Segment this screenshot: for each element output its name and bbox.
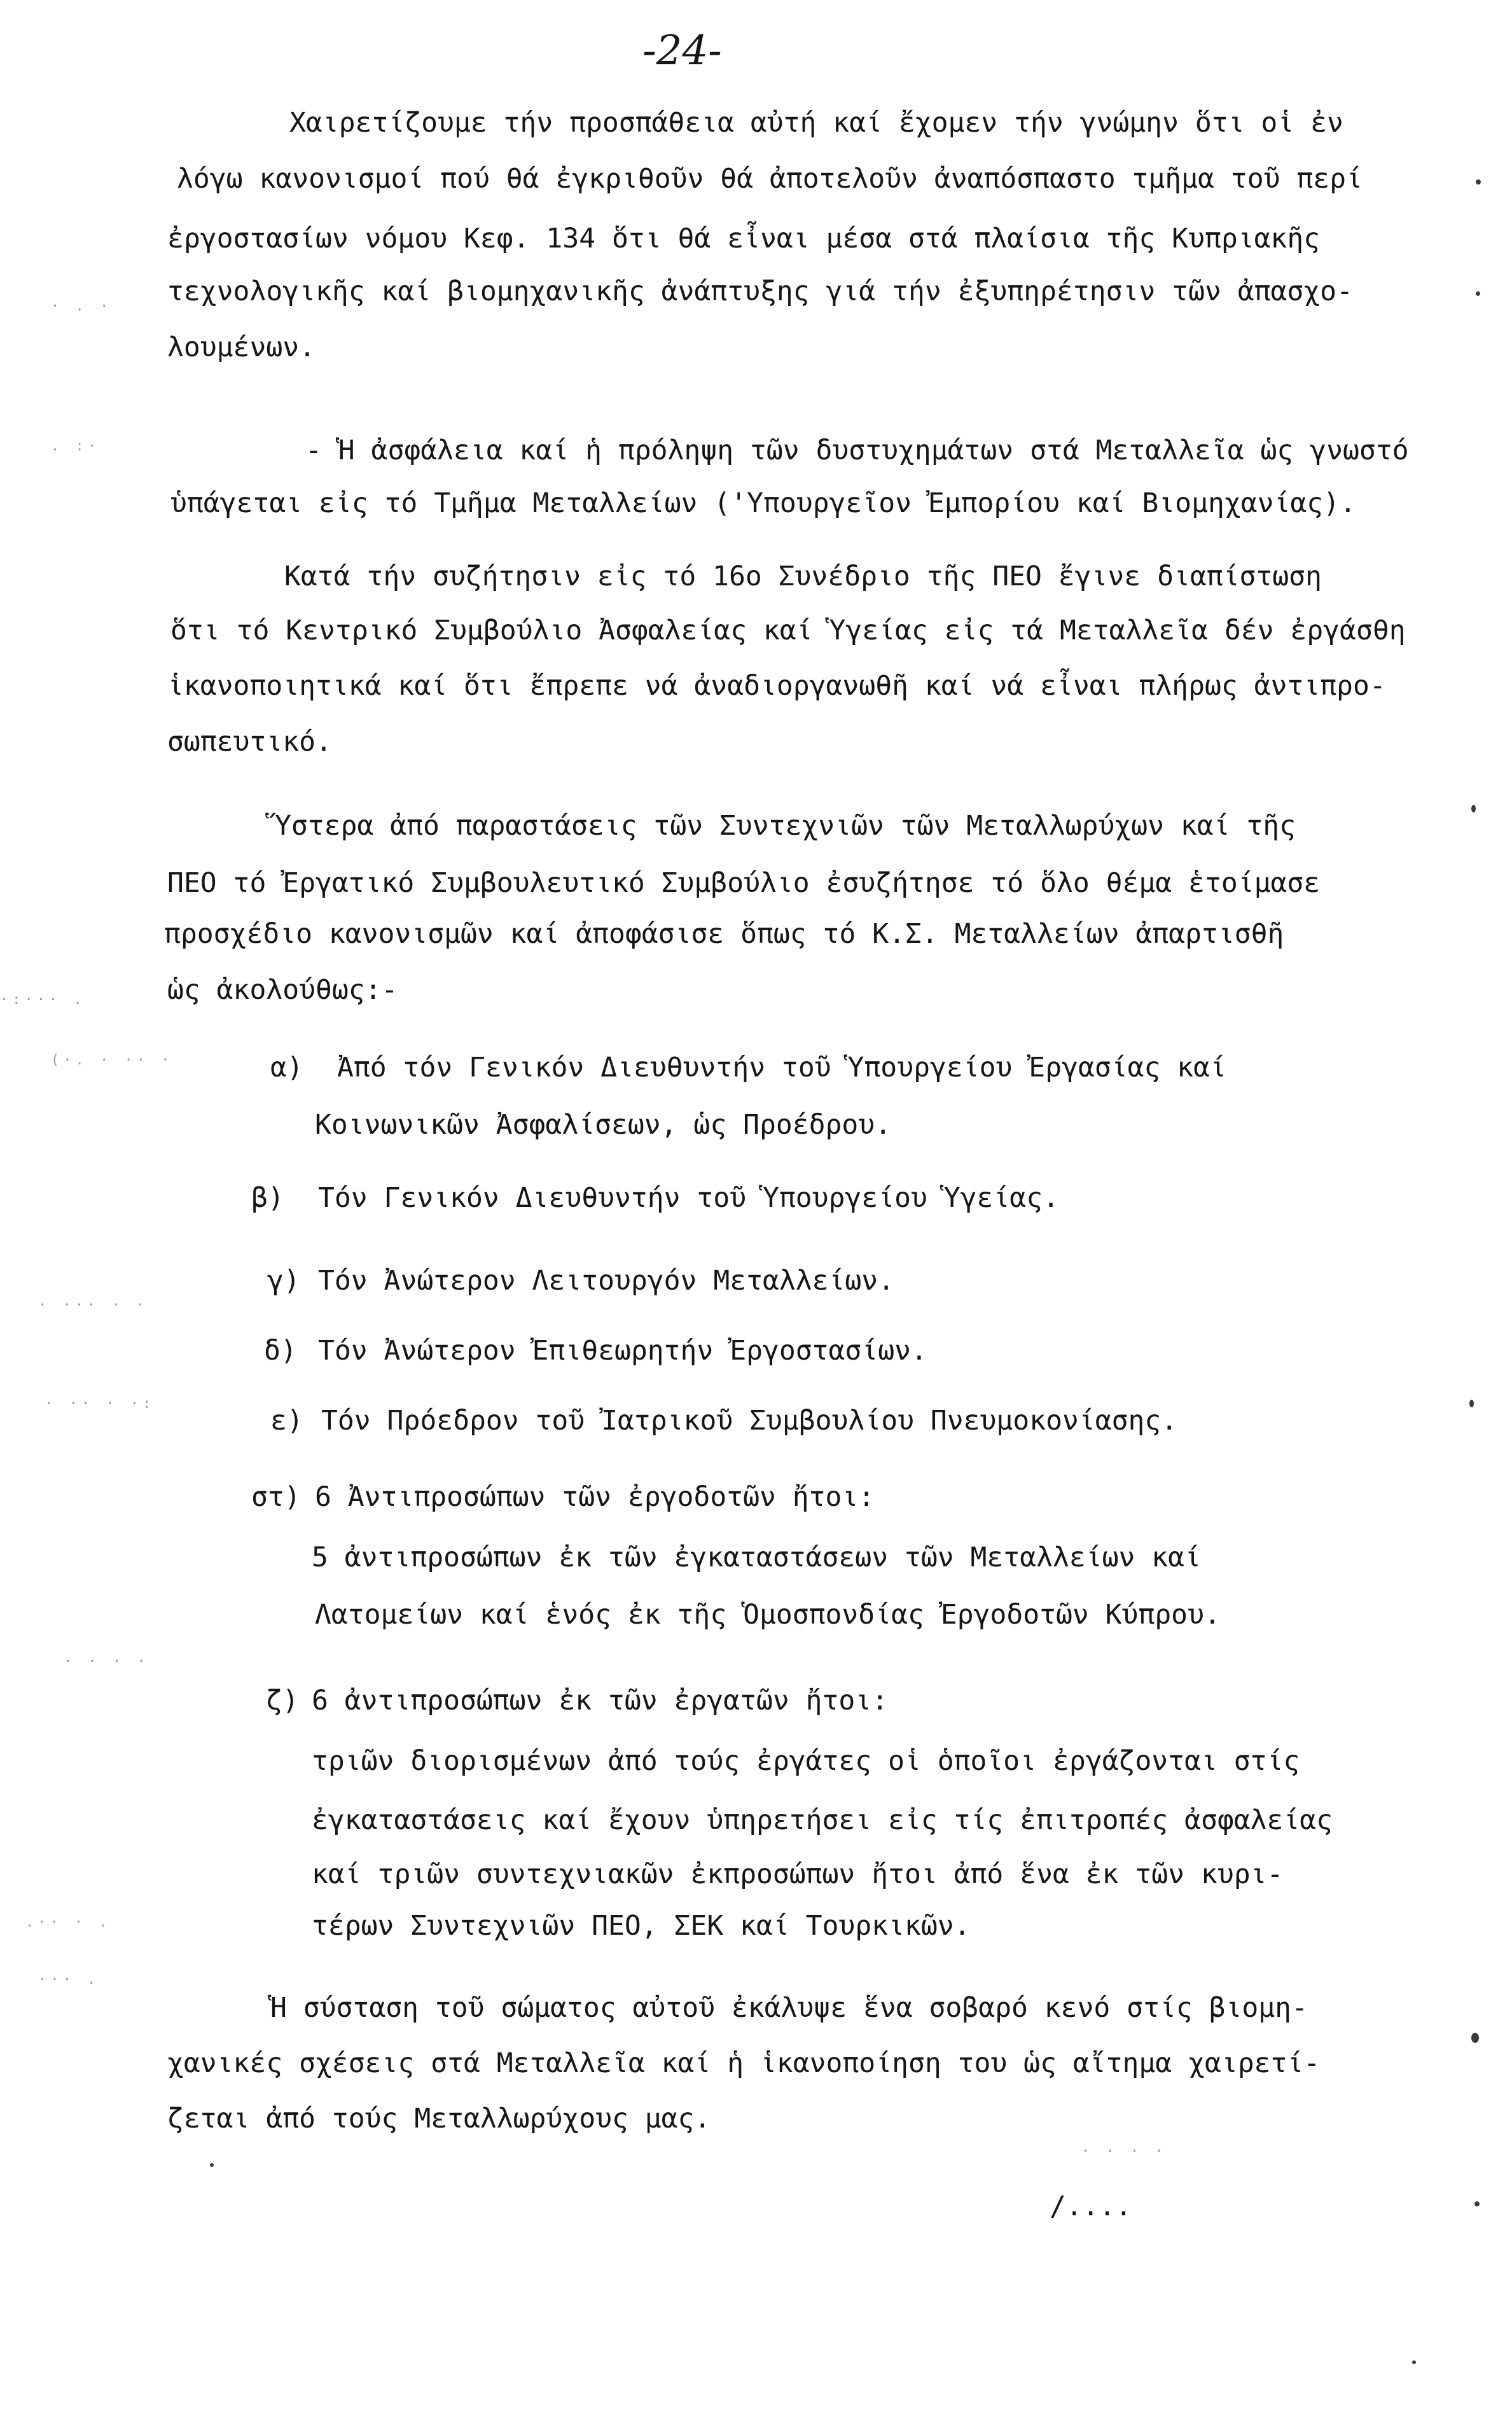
scan-noise: ·:··· . bbox=[0, 992, 86, 1008]
list-marker: στ) bbox=[251, 1481, 301, 1513]
scan-noise: · ··· · · bbox=[38, 1297, 149, 1313]
continuation-mark: /.... bbox=[1050, 2191, 1132, 2222]
text-line: ὅτι τό Κεντρικό Συμβούλιο Ἀσφαλείας καί Ὑγείας εἰς τά Μεταλλεῖα δέν ἐργάσθη bbox=[170, 615, 1406, 646]
scan-speck bbox=[1476, 179, 1481, 185]
text-line: Τόν Γενικόν Διευθυντήν τοῦ Ὑπουργείου Ὑγείας. bbox=[318, 1182, 1059, 1214]
text-line: 5 ἀντιπροσώπων ἐκ τῶν ἐγκαταστάσεων τῶν Μεταλλείων καί bbox=[312, 1542, 1201, 1573]
text-line: τέρων Συντεχνιῶν ΠΕΟ, ΣΕΚ καί Τουρκικῶν. bbox=[312, 1910, 971, 1942]
list-marker: α) bbox=[270, 1052, 303, 1083]
text-line: λόγω κανονισμοί πού θά ἐγκριθοῦν θά ἀποτελοῦν ἀναπόσπαστο τμῆμα τοῦ περί bbox=[177, 163, 1363, 195]
text-line: τριῶν διορισμένων ἀπό τούς ἐργάτες οἱ ὁποῖοι ἐργάζονται στίς bbox=[312, 1745, 1300, 1777]
text-line: χανικές σχέσεις στά Μεταλλεῖα καί ἡ ἱκανοποίηση του ὡς αἴτημα χαιρετί- bbox=[167, 2047, 1321, 2079]
text-line: ζεται ἀπό τούς Μεταλλωρύχους μας. bbox=[167, 2103, 711, 2135]
scan-noise: · · · · bbox=[64, 1654, 149, 1669]
scan-speck bbox=[1412, 2360, 1416, 2364]
text-line: Λατομείων καί ἑνός ἐκ τῆς Ὁμοσπονδίας Ἐργοδοτῶν Κύπρου. bbox=[315, 1599, 1221, 1631]
scan-speck bbox=[1471, 805, 1476, 812]
scan-speck bbox=[1474, 2201, 1480, 2206]
text-line: προσχέδιο κανονισμῶν καί ἀποφάσισε ὅπως τό Κ.Σ. Μεταλλείων ἀπαρτισθῆ bbox=[164, 918, 1284, 950]
scan-noise: ··· . bbox=[38, 1972, 100, 1988]
scan-noise: (·. · ·· · bbox=[51, 1052, 174, 1068]
scan-noise: . :· bbox=[51, 438, 100, 454]
scan-noise: · · · · bbox=[1081, 2143, 1167, 2159]
text-line: 6 ἀντιπροσώπων ἐκ τῶν ἐργατῶν ἤτοι: bbox=[312, 1685, 889, 1717]
scan-noise: · . · bbox=[51, 298, 113, 314]
text-line: καί τριῶν συντεχνιακῶν ἐκπροσώπων ἤτοι ἀπό ἕνα ἐκ τῶν κυρι- bbox=[312, 1858, 1284, 1890]
scan-speck bbox=[1469, 1400, 1474, 1407]
text-line: Ἀπό τόν Γενικόν Διευθυντήν τοῦ Ὑπουργείου Ἐργασίας καί bbox=[337, 1052, 1226, 1083]
list-marker: δ) bbox=[264, 1335, 297, 1367]
text-line: Τόν Πρόεδρον τοῦ Ἰατρικοῦ Συμβουλίου Πνευμοκονίασης. bbox=[321, 1405, 1178, 1437]
list-marker: ζ) bbox=[266, 1685, 299, 1717]
text-line: Ἡ σύσταση τοῦ σώματος αὐτοῦ ἐκάλυψε ἕνα σοβαρό κενό στίς βιομη- bbox=[270, 1992, 1308, 2024]
text-line: Χαιρετίζουμε τήν προσπάθεια αὐτή καί ἔχομεν τήν γνώμην ὅτι οἱ ἐν bbox=[289, 107, 1343, 139]
scan-speck bbox=[210, 2163, 214, 2167]
text-line: Τόν Ἀνώτερον Λειτουργόν Μεταλλείων. bbox=[318, 1265, 895, 1297]
text-line: ἐργοστασίων νόμου Κεφ. 134 ὅτι θά εἶναι μέσα στά πλαίσια τῆς Κυπριακῆς bbox=[167, 223, 1321, 254]
text-line: ὑπάγεται εἰς τό Τμῆμα Μεταλλείων ('Υπουργεῖον Ἐμπορίου καί Βιομηχανίας). bbox=[170, 487, 1356, 519]
scan-noise: .·· · . bbox=[25, 1914, 111, 1930]
scan-speck bbox=[1476, 291, 1480, 296]
text-line: ἐγκαταστάσεις καί ἔχουν ὑπηρετήσει εἰς τίς ἐπιτροπές ἀσφαλείας bbox=[312, 1804, 1333, 1836]
text-line: ἱκανοποιητικά καί ὅτι ἔπρεπε νά ἀναδιοργανωθῆ καί νά εἶναι πλήρως ἀντιπρο- bbox=[167, 670, 1386, 702]
text-line: Ὕστερα ἀπό παραστάσεις τῶν Συντεχνιῶν τῶν Μεταλλωρύχων καί τῆς bbox=[275, 810, 1296, 842]
text-line: ΠΕΟ τό Ἐργατικό Συμβουλευτικό Συμβούλιο ἐσυζήτησε τό ὅλο θέμα ἑτοίμασε bbox=[167, 867, 1321, 899]
text-line: Τόν Ἀνώτερον Ἐπιθεωρητήν Ἐργοστασίων. bbox=[318, 1335, 927, 1367]
list-marker: ε) bbox=[270, 1405, 303, 1437]
text-line: Κοινωνικῶν Ἀσφαλίσεων, ὡς Προέδρου. bbox=[315, 1109, 892, 1141]
text-line: τεχνολογικῆς καί βιομηχανικῆς ἀνάπτυξης γιά τήν ἐξυπηρέτησιν τῶν ἀπασχο- bbox=[167, 275, 1353, 307]
scan-noise: · ·· · ·: bbox=[45, 1396, 155, 1412]
text-line: λουμένων. bbox=[167, 331, 316, 363]
text-line: ὡς ἀκολούθως:- bbox=[167, 974, 398, 1006]
page-number: -24- bbox=[642, 27, 722, 74]
text-line: σωπευτικό. bbox=[167, 726, 332, 758]
text-line: Κατά τήν συζήτησιν εἰς τό 16ο Συνέδριο τῆς ΠΕΟ ἔγινε διαπίστωση bbox=[284, 561, 1322, 592]
scan-speck bbox=[1471, 2033, 1479, 2043]
list-marker: β) bbox=[251, 1182, 284, 1214]
list-marker: γ) bbox=[267, 1265, 300, 1297]
text-line: 6 Ἀντιπροσώπων τῶν ἐργοδοτῶν ἤτοι: bbox=[315, 1481, 875, 1513]
text-line: - Ἡ ἀσφάλεια καί ἡ πρόληψη τῶν δυστυχημάτων στά Μεταλλεῖα ὡς γνωστό bbox=[305, 435, 1409, 466]
